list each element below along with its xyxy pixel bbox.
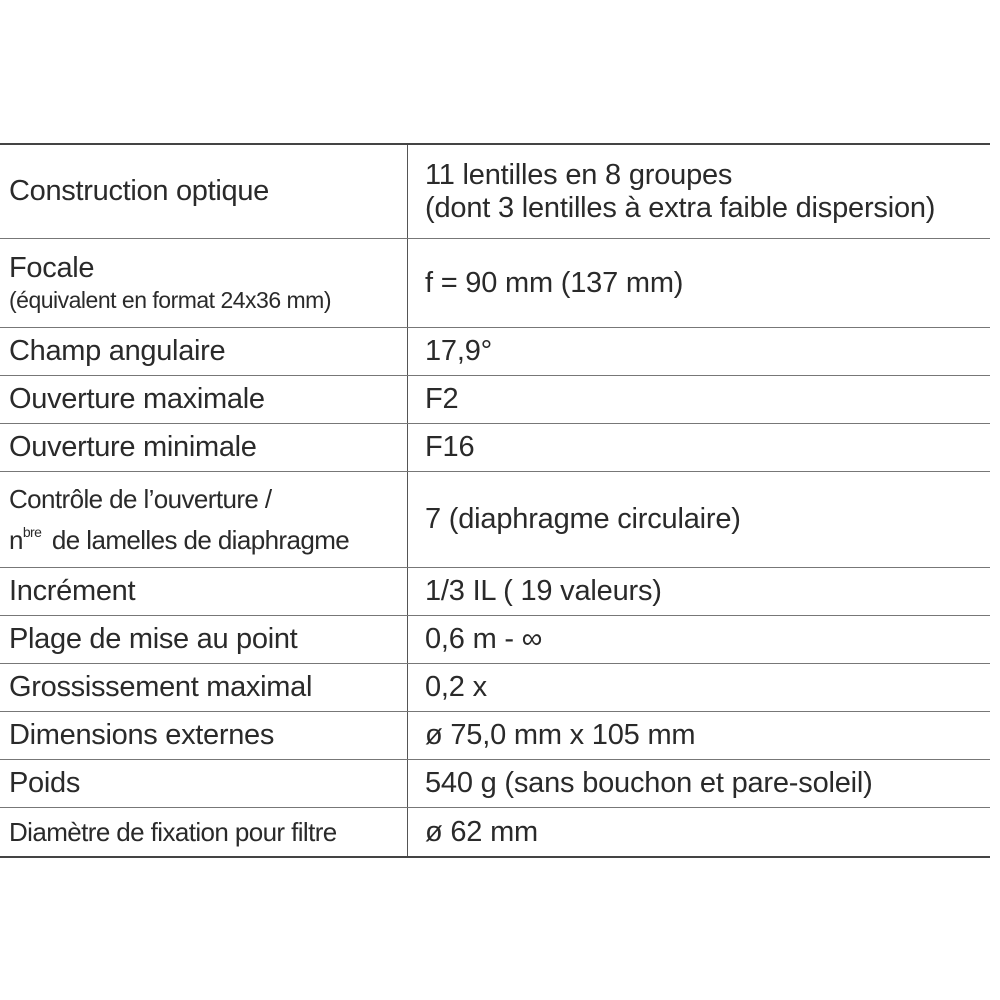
spec-label-rest: de lamelles de diaphragme	[45, 524, 350, 555]
spec-label: Construction optique	[0, 145, 408, 238]
spec-label: Dimensions externes	[0, 712, 408, 759]
spec-value: F2	[425, 383, 459, 415]
spec-table	[0, 143, 990, 858]
spec-row-focale	[0, 239, 990, 328]
spec-label-prefix: n	[9, 524, 23, 555]
spec-value: 540 g (sans bouchon et pare-soleil)	[425, 767, 873, 799]
spec-label-line: Contrôle de l’ouverture /	[9, 483, 272, 514]
spec-value-line: (dont 3 lentilles à extra faible dispersion)	[425, 191, 936, 224]
spec-label: Ouverture maximale	[0, 376, 408, 423]
spec-value: ø 62 mm	[425, 815, 538, 848]
spec-value-line: 11 lentilles en 8 groupes	[425, 158, 733, 191]
spec-value: 0,6 m - ∞	[425, 623, 543, 655]
spec-row-construction	[0, 145, 990, 239]
spec-label-main: Focale	[9, 251, 95, 284]
spec-row-champ	[0, 328, 990, 376]
spec-row-diaphragme	[0, 472, 990, 568]
spec-value-line: f = 90 mm (137 mm)	[425, 266, 684, 299]
spec-value: 1/3 IL ( 19 valeurs)	[425, 575, 662, 607]
spec-value: F16	[425, 431, 475, 463]
spec-value: 0,2 x	[425, 671, 487, 703]
spec-value	[408, 239, 990, 327]
spec-label: Poids	[0, 760, 408, 807]
spec-label: Champ angulaire	[0, 328, 408, 375]
spec-row-increment	[0, 568, 990, 616]
spec-label: Incrément	[0, 568, 408, 615]
spec-label: Grossissement maximal	[0, 664, 408, 711]
spec-row-filtre	[0, 808, 990, 856]
spec-label	[0, 472, 408, 567]
spec-row-ouverture-max	[0, 376, 990, 424]
spec-value: 7 (diaphragme circulaire)	[425, 503, 741, 535]
spec-label: Plage de mise au point	[0, 616, 408, 663]
spec-label: Diamètre de fixation pour filtre	[0, 808, 408, 856]
spec-label-note: (équivalent en format 24x36 mm)	[9, 286, 331, 313]
spec-label: Ouverture minimale	[0, 424, 408, 471]
spec-row-mise-au-point	[0, 616, 990, 664]
spec-label-superscript: bre	[22, 523, 42, 540]
spec-value: 17,9°	[425, 335, 493, 367]
spec-label-line	[9, 516, 407, 557]
spec-label	[0, 239, 408, 327]
spec-row-ouverture-min	[0, 424, 990, 472]
spec-value: ø 75,0 mm x 105 mm	[425, 719, 696, 751]
spec-row-poids	[0, 760, 990, 808]
spec-row-grossissement	[0, 664, 990, 712]
spec-value	[408, 145, 990, 238]
spec-row-dimensions	[0, 712, 990, 760]
